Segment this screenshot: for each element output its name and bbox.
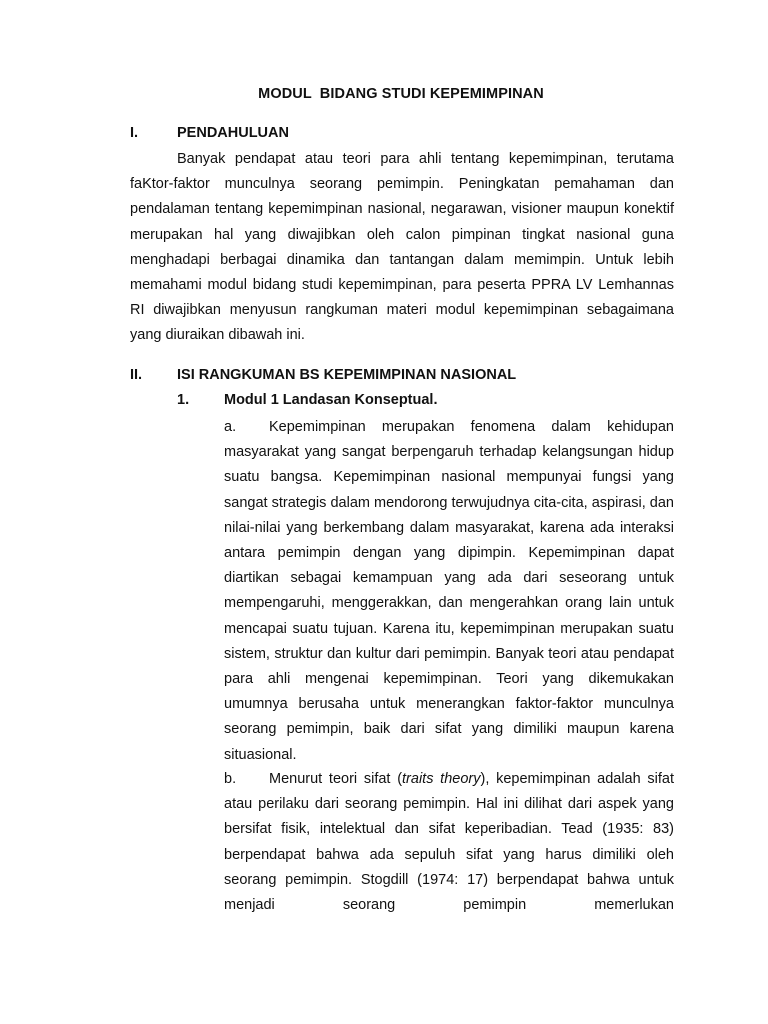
item-b-letter: b. [224, 771, 237, 787]
document-title: MODUL BIDANG STUDI KEPEMIMPINAN [258, 86, 544, 102]
subsection-1-number: 1. [177, 392, 190, 408]
item-b-text-italic: traits theory [402, 771, 481, 787]
item-b-text-after: ), kepemimpinan adalah sifat atau perilaku dari seorang pemimpin. Hal ini dilihat dari aspek yang bersifat fisik, intelektual dan sifat keperibadian. Tead (1935: 83) berpendapat bahwa ada sepuluh sifat yang harus dimiliki oleh seorang pemimpin. Stogdill (1974: 17) berpendapat bahwa untuk menjadi seorang pemimpin memerlukan [224, 771, 674, 914]
item-a-letter: a. [224, 419, 237, 435]
section-1-heading: PENDAHULUAN [177, 125, 289, 141]
item-b-paragraph [224, 767, 674, 918]
item-a-text: Kepemimpinan merupakan fenomena dalam kehidupan masyarakat yang sangat berpengaruh terhadap kelangsungan hidup suatu bangsa. Kepemimpinan nasional mempunyai fungsi yang sangat strategis dalam mendorong terwujudnya cita-cita, aspirasi, dan nilai-nilai yang berkembang dalam masyarakat, karena ada interaksi antara pemimpin dengan yang dipimpin. Kepemimpinan dapat diartikan sebagai kemampuan yang ada dari seseorang untuk mempengaruhi, menggerakkan, dan mengerahkan orang lain untuk mencapai suatu tujuan. Karena itu, kepemimpinan merupakan suatu sistem, struktur dan kultur dari pemimpin. Banyak teori atau pendapat para ahli mengenai kepemimpinan. Teori yang dikemukakan umumnya berusaha untuk menerangkan faktor-faktor munculnya seorang pemimpin, baik dari sifat yang dimiliki maupun karena situasional. [224, 419, 674, 763]
section-2-number: II. [130, 367, 143, 383]
section-1-number: I. [130, 125, 139, 141]
subsection-1-heading: Modul 1 Landasan Konseptual. [224, 392, 438, 408]
section-2-heading: ISI RANGKUMAN BS KEPEMIMPINAN NASIONAL [177, 367, 517, 383]
introduction-paragraph: Banyak pendapat atau teori para ahli tentang kepemimpinan, terutama faKtor-faktor munculnya seorang pemimpin. Peningkatan pemahaman dan pendalaman tentang kepemimpinan nasional, negarawan, visioner maupun konektif merupakan hal yang diwajibkan oleh calon pimpinan tingkat nasional guna menghadapi berbagai dinamika dan tantangan dalam memimpin. Untuk lebih memahami modul bidang studi kepemimpinan, para peserta PPRA LV Lemhannas RI diwajibkan menyusun rangkuman materi modul kepemimpinan sebagaimana yang diuraikan dibawah ini. [130, 151, 674, 344]
item-a-paragraph [224, 415, 674, 768]
item-b-text-before: Menurut teori sifat ( [269, 771, 403, 787]
